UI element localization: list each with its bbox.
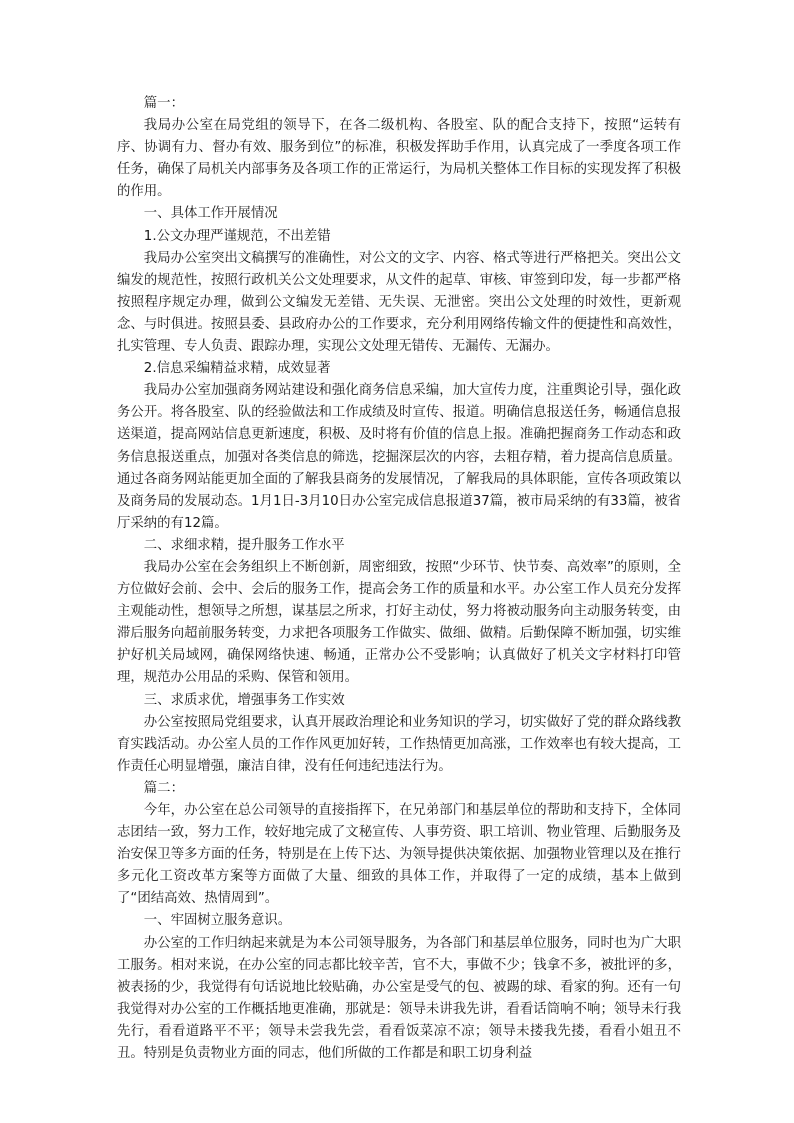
body-paragraph: 我局办公室加强商务网站建设和强化商务信息采编，加大宣传力度，注重舆论引导，强化政务公开。将各股室、队的经验做法和工作成绩及时宣传、报道。明确信息报送任务，畅通信息报送渠道，提高网站信息更新速度，积极、及时将有价值的信息上报。准确把握商务工作动态和政务信息报送重点，加强对各类信息的筛选，挖掘深层次的内容，去粗存精，着力提高信息质量。通过各商务网站能更加全面的了解我县商务的发展情况，了解我局的具体职能，宣传各项政策以及商务局的发展动态。1月1日-3月10日办公室完成信息报道37篇，被市局采纳的有33篇，被省厅采纳的有12篇。 [117,383,681,531]
subsection-heading: 1.公文办理严谨规范，不出差错 [143,228,331,244]
subsection-heading: 2.信息采编精益求精，成效显著 [143,361,331,377]
body-paragraph: 我局办公室在会务组织上不断创新，周密细致，按照“少环节、快节奏、高效率”的原则，全方位做好会前、会中、会后的服务工作，提高会务工作的质量和水平。办公室工作人员充分发挥主观能动性，想领导之所想，谋基层之所求，打好主动仗，努力将被动服务向主动服务转变，由滞后服务向超前服务转变，力求把各项服务工作做实、做细、做精。后勤保障不断加强，切实维护好机关局域网，确保网络快速、畅通，正常办公不受影响；认真做好了机关文字材料打印管理，规范办公用品的采购、保管和领用。 [117,559,681,686]
section-heading: 一、牢固树立服务意识。 [143,913,292,929]
section-heading: 一、具体工作开展情况 [143,206,278,222]
section-heading-part-two: 篇二： [143,780,184,796]
section-heading: 二、求细求精，提升服务工作水平 [143,537,345,553]
body-paragraph: 今年，办公室在总公司领导的直接指挥下，在兄弟部门和基层单位的帮助和支持下，全体同志团结一致，努力工作，较好地完成了文秘宣传、人事劳资、职工培训、物业管理、后勤服务及治安保卫等多方面的任务，特别是在上传下达、为领导提供决策依据、加强物业管理以及在推行多元化工资改革方案等方面做了大量、细致的具体工作，并取得了一定的成绩，基本上做到了“团结高效、热情周到”。 [117,803,681,907]
section-heading: 三、求质求优，增强事务工作实效 [143,692,345,708]
body-paragraph: 我局办公室在局党组的领导下，在各二级机构、各股室、队的配合支持下，按照“运转有序、协调有力、督办有效、服务到位”的标准，积极发挥助手作用，认真完成了一季度各项工作任务，确保了局机关内部事务及各项工作的正常运行，为局机关整体工作目标的实现发挥了积极的作用。 [117,118,681,200]
section-heading-part-one: 篇一： [143,96,184,111]
body-paragraph: 办公室的工作归纳起来就是为本公司领导服务，为各部门和基层单位服务，同时也为广大职工服务。相对来说，在办公室的同志都比较辛苦，官不大，事做不少；钱拿不多，被批评的多，被表扬的少，我觉得有句话说地比较贴确，办公室是受气的包、被踢的球、看家的狗。还有一句我觉得对办公室的工作概括地更准确，那就是：领导未讲我先讲，看看话筒响不响；领导未行我先行，看看道路平不平；领导未尝我先尝，看看饭菜凉不凉；领导未搂我先搂，看看小姐丑不丑。特别是负责物业方面的同志，他们所做的工作都是和职工切身利益 [117,935,681,1062]
body-paragraph: 办公室按照局党组要求，认真开展政治理论和业务知识的学习，切实做好了党的群众路线教育实践活动。办公室人员的工作作风更加好转，工作热情更加高涨，工作效率也有较大提高，工作责任心明显增强，廉洁自律，没有任何违纪违法行为。 [117,714,681,774]
body-paragraph: 我局办公室突出文稿撰写的准确性，对公文的文字、内容、格式等进行严格把关。突出公文编发的规范性，按照行政机关公文处理要求，从文件的起草、审核、审签到印发，每一步都严格按照程序规定办理，做到公文编发无差错、无失误、无泄密。突出公文处理的时效性，更新观念、与时俱进。按照县委、县政府办公的工作要求，充分利用网络传输文件的便捷性和高效性，扎实管理、专人负责、跟踪办理，实现公文处理无错传、无漏传、无漏办。 [117,250,681,355]
